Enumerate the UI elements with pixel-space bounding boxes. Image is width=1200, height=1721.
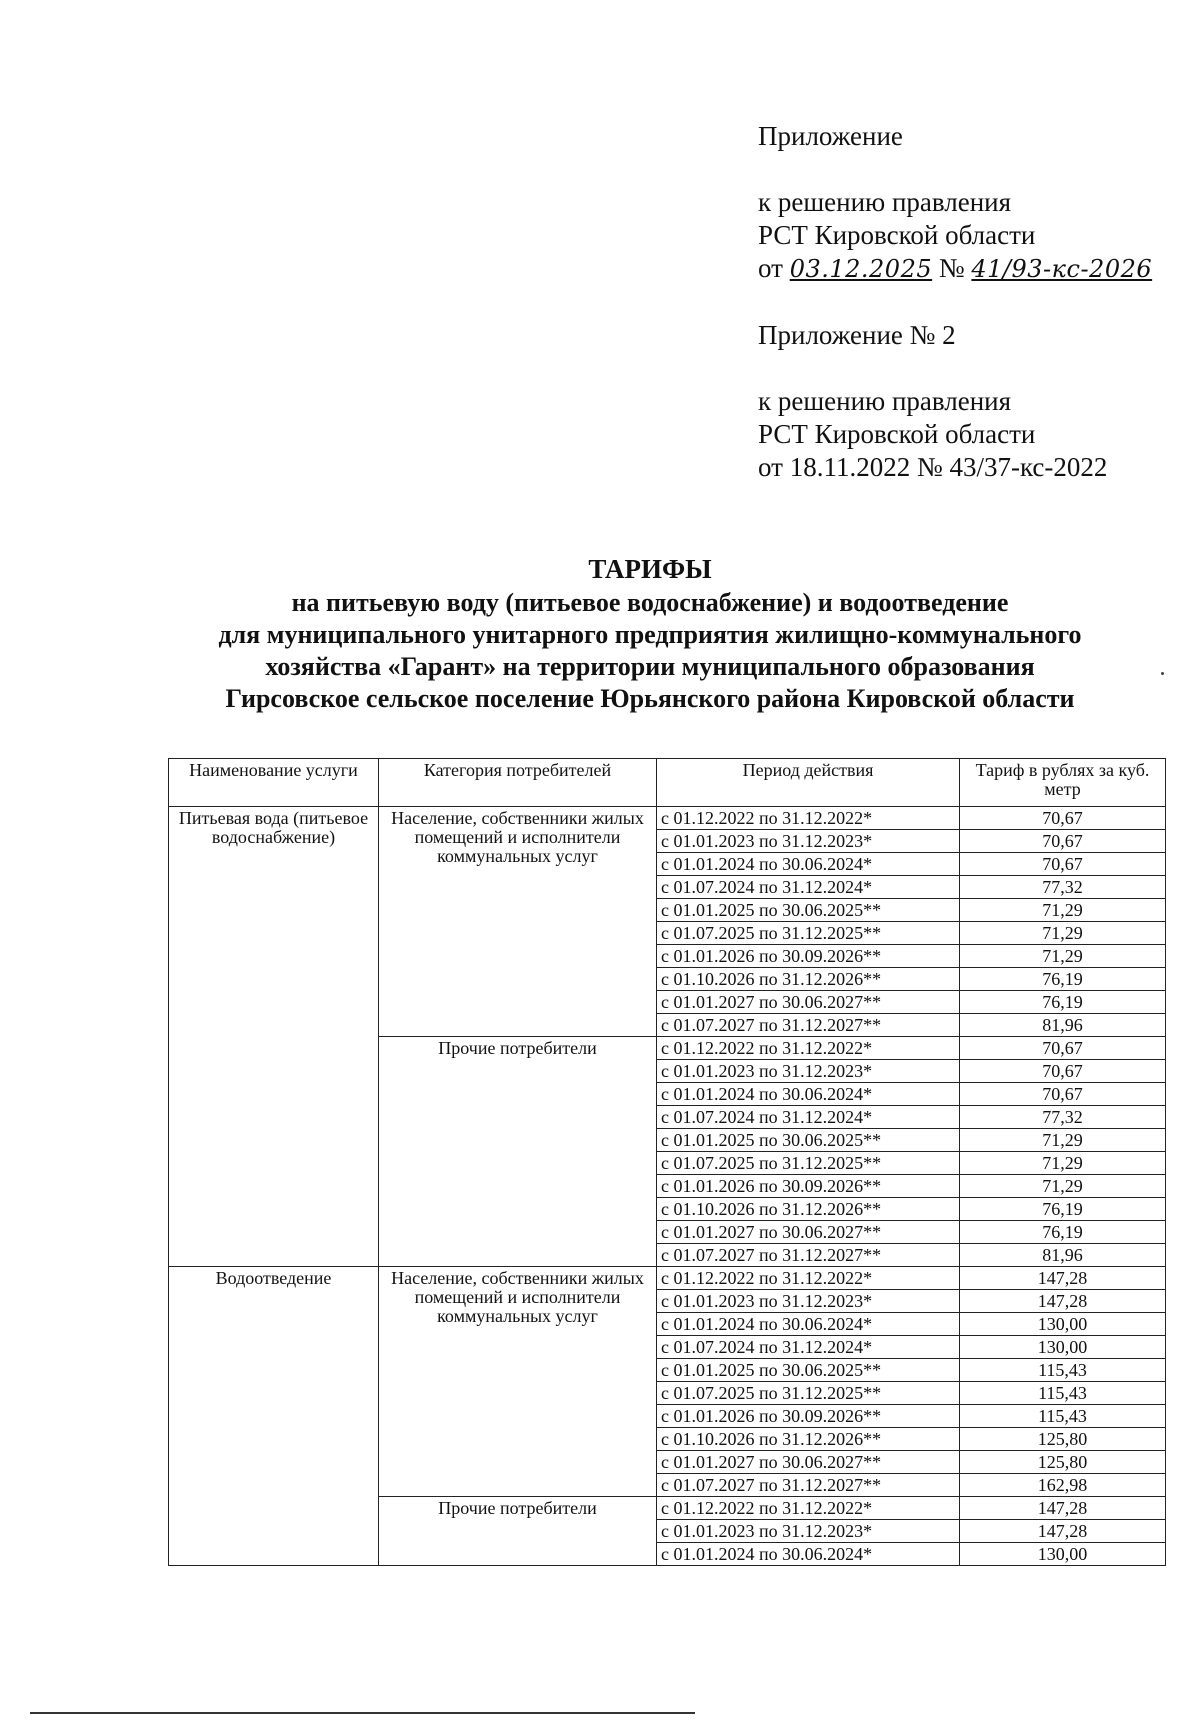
- decision-number-prefix: №: [938, 253, 965, 283]
- period-cell: с 01.12.2022 по 31.12.2022*: [657, 1267, 960, 1290]
- period-cell: с 01.12.2022 по 31.12.2022*: [657, 1497, 960, 1520]
- decision-prefix: от: [758, 253, 783, 283]
- consumer-category-cell: Прочие потребители: [379, 1037, 657, 1267]
- period-cell: с 01.01.2027 по 30.06.2027**: [657, 1451, 960, 1474]
- period-cell: с 01.07.2025 по 31.12.2025**: [657, 922, 960, 945]
- service-name-cell: Питьевая вода (питьевое водоснабжение): [169, 807, 379, 1267]
- period-cell: с 01.10.2026 по 31.12.2026**: [657, 1428, 960, 1451]
- period-cell: с 01.07.2027 по 31.12.2027**: [657, 1244, 960, 1267]
- tariff-value-cell: 71,29: [960, 899, 1166, 922]
- period-cell: с 01.10.2026 по 31.12.2026**: [657, 1198, 960, 1221]
- period-cell: с 01.07.2025 по 31.12.2025**: [657, 1382, 960, 1405]
- table-row: [169, 1267, 1166, 1290]
- period-cell: с 01.01.2025 по 30.06.2025**: [657, 1359, 960, 1382]
- title-main: ТАРИФЫ: [588, 554, 712, 584]
- appendix-authority: РСТ Кировской области: [758, 220, 1036, 250]
- period-cell: с 01.07.2027 по 31.12.2027**: [657, 1014, 960, 1037]
- tariff-value-cell: 76,19: [960, 1221, 1166, 1244]
- period-cell: с 01.01.2026 по 30.09.2026**: [657, 1405, 960, 1428]
- period-cell: с 01.10.2026 по 31.12.2026**: [657, 968, 960, 991]
- period-cell: с 01.01.2023 по 31.12.2023*: [657, 1060, 960, 1083]
- period-cell: с 01.12.2022 по 31.12.2022*: [657, 807, 960, 830]
- document-title: [150, 553, 1150, 715]
- appendix-title: Приложение: [758, 121, 903, 151]
- tariff-value-cell: 76,19: [960, 968, 1166, 991]
- tariff-value-cell: 70,67: [960, 1060, 1166, 1083]
- appendix-2-decision-ref: от 18.11.2022 № 43/37-кс-2022: [758, 452, 1108, 482]
- header-category: Категория потребителей: [379, 759, 657, 807]
- period-cell: с 01.01.2024 по 30.06.2024*: [657, 1543, 960, 1566]
- appendix-decision-ref: [758, 252, 1178, 286]
- tariff-value-cell: 71,29: [960, 1175, 1166, 1198]
- period-cell: с 01.12.2022 по 31.12.2022*: [657, 1037, 960, 1060]
- appendix-decision-line: к решению правления: [758, 187, 1012, 217]
- service-name-cell: Водоотведение: [169, 1267, 379, 1566]
- tariff-table: [168, 758, 1166, 1566]
- consumer-category-cell: Население, собственники жилых помещений и исполнители коммунальных услуг: [379, 807, 657, 1037]
- tariff-value-cell: 130,00: [960, 1543, 1166, 1566]
- tariff-value-cell: 70,67: [960, 1083, 1166, 1106]
- tariff-value-cell: 162,98: [960, 1474, 1166, 1497]
- appendix-block: [758, 120, 1178, 484]
- period-cell: с 01.07.2025 по 31.12.2025**: [657, 1152, 960, 1175]
- header-period: Период действия: [657, 759, 960, 807]
- tariff-value-cell: 77,32: [960, 1106, 1166, 1129]
- table-row: [169, 807, 1166, 830]
- tariff-value-cell: 70,67: [960, 1037, 1166, 1060]
- period-cell: с 01.07.2024 по 31.12.2024*: [657, 876, 960, 899]
- period-cell: с 01.07.2024 по 31.12.2024*: [657, 1106, 960, 1129]
- header-service: Наименование услуги: [169, 759, 379, 807]
- title-line-1: на питьевую воду (питьевое водоснабжение) и водоотведение: [291, 588, 1009, 617]
- period-cell: с 01.07.2027 по 31.12.2027**: [657, 1474, 960, 1497]
- period-cell: с 01.01.2023 по 31.12.2023*: [657, 830, 960, 853]
- scan-edge-line: [30, 1712, 695, 1714]
- tariff-value-cell: 70,67: [960, 853, 1166, 876]
- tariff-value-cell: 147,28: [960, 1290, 1166, 1313]
- period-cell: с 01.01.2027 по 30.06.2027**: [657, 1221, 960, 1244]
- period-cell: с 01.07.2024 по 31.12.2024*: [657, 1336, 960, 1359]
- tariff-value-cell: 71,29: [960, 922, 1166, 945]
- tariff-value-cell: 71,29: [960, 945, 1166, 968]
- decision-number: 41/93-кс-2026: [971, 255, 1153, 283]
- tariff-value-cell: 130,00: [960, 1336, 1166, 1359]
- period-cell: с 01.01.2027 по 30.06.2027**: [657, 991, 960, 1014]
- period-cell: с 01.01.2025 по 30.06.2025**: [657, 1129, 960, 1152]
- period-cell: с 01.01.2026 по 30.09.2026**: [657, 945, 960, 968]
- title-line-4: Гирсовское сельское поселение Юрьянского района Кировской области: [225, 684, 1075, 713]
- tariff-value-cell: 130,00: [960, 1313, 1166, 1336]
- tariff-value-cell: 115,43: [960, 1359, 1166, 1382]
- period-cell: с 01.01.2024 по 30.06.2024*: [657, 853, 960, 876]
- tariff-value-cell: 71,29: [960, 1129, 1166, 1152]
- tariff-value-cell: 125,80: [960, 1428, 1166, 1451]
- tariff-value-cell: 70,67: [960, 830, 1166, 853]
- appendix-2-authority: РСТ Кировской области: [758, 419, 1036, 449]
- tariff-value-cell: 71,29: [960, 1152, 1166, 1175]
- tariff-value-cell: 81,96: [960, 1244, 1166, 1267]
- title-line-3: хозяйства «Гарант» на территории муниципального образования: [265, 652, 1035, 681]
- tariff-value-cell: 147,28: [960, 1497, 1166, 1520]
- header-tariff: Тариф в рублях за куб. метр: [960, 759, 1166, 807]
- tariff-value-cell: 76,19: [960, 991, 1166, 1014]
- tariff-value-cell: 147,28: [960, 1267, 1166, 1290]
- period-cell: с 01.01.2025 по 30.06.2025**: [657, 899, 960, 922]
- decision-date: 03.12.2025: [789, 255, 933, 283]
- period-cell: с 01.01.2023 по 31.12.2023*: [657, 1520, 960, 1543]
- period-cell: с 01.01.2026 по 30.09.2026**: [657, 1175, 960, 1198]
- scan-speck: [1161, 672, 1164, 675]
- tariff-value-cell: 70,67: [960, 807, 1166, 830]
- tariff-value-cell: 81,96: [960, 1014, 1166, 1037]
- tariff-value-cell: 115,43: [960, 1382, 1166, 1405]
- title-line-2: для муниципального унитарного предприятия жилищно-коммунального: [218, 620, 1082, 649]
- appendix-2-decision-line: к решению правления: [758, 386, 1012, 416]
- tariff-value-cell: 76,19: [960, 1198, 1166, 1221]
- consumer-category-cell: Население, собственники жилых помещений и исполнители коммунальных услуг: [379, 1267, 657, 1497]
- tariff-value-cell: 147,28: [960, 1520, 1166, 1543]
- tariff-value-cell: 115,43: [960, 1405, 1166, 1428]
- table-body: [169, 807, 1166, 1566]
- period-cell: с 01.01.2024 по 30.06.2024*: [657, 1083, 960, 1106]
- tariff-value-cell: 125,80: [960, 1451, 1166, 1474]
- table-header-row: [169, 759, 1166, 807]
- consumer-category-cell: Прочие потребители: [379, 1497, 657, 1566]
- appendix-2-title: Приложение № 2: [758, 320, 956, 350]
- tariff-value-cell: 77,32: [960, 876, 1166, 899]
- period-cell: с 01.01.2024 по 30.06.2024*: [657, 1313, 960, 1336]
- period-cell: с 01.01.2023 по 31.12.2023*: [657, 1290, 960, 1313]
